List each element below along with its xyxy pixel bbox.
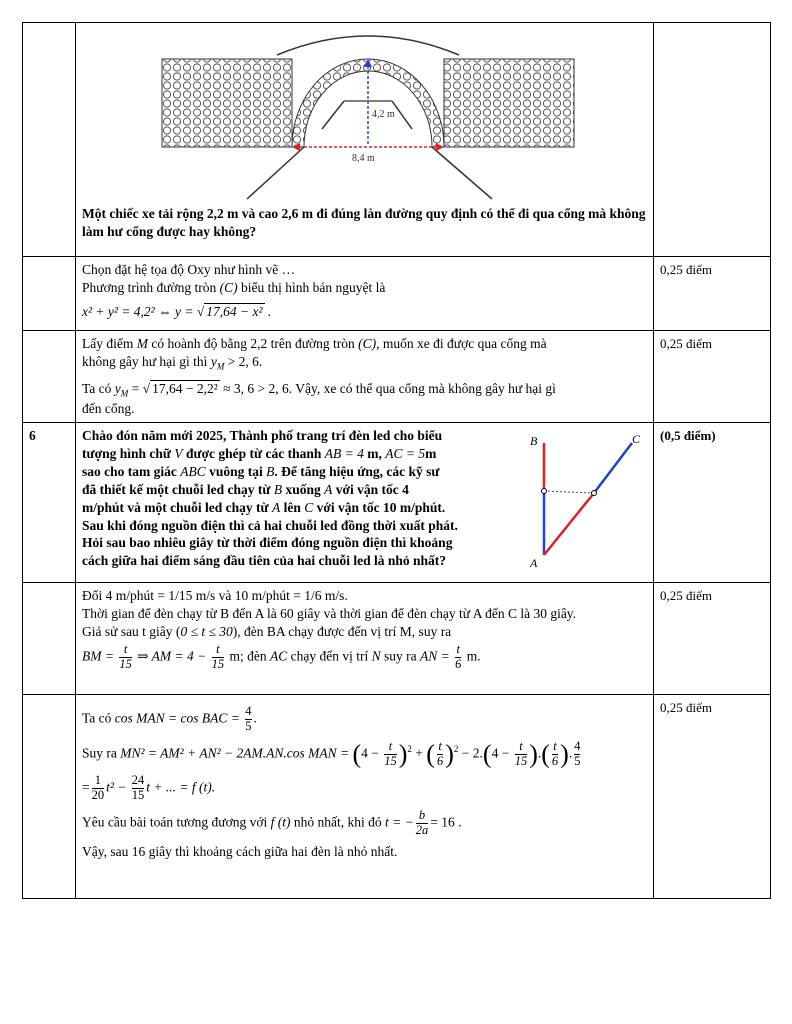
score-cell: (0,5 điểm): [654, 423, 771, 583]
answer-table: [22, 22, 771, 899]
table-row: [23, 695, 771, 899]
solution-line: đến cổng.: [82, 401, 135, 417]
problem-number: 6: [23, 423, 76, 583]
solution-line: Thời gian để đèn chạy từ B đến A là 60 giây và thời gian để đèn chạy từ A đến C là 30 giây.: [82, 606, 577, 622]
table-row: [23, 257, 771, 331]
brick-wall-right: [444, 59, 574, 147]
solution-line: BM = $\frac{t}{15}$ ⇒ AM = 4 − $\frac{t}{15}$ m; đèn AC chạy đến vị trí N suy ra AN = $\frac{t}{6}$ m.: [82, 641, 481, 671]
v-shape-figure: [524, 429, 644, 577]
score-cell: 0,25 điểm: [654, 695, 771, 899]
outer-arch-line: [277, 36, 459, 55]
problem-text: Chào đón năm mới 2025, Thành phố trang trí đèn led cho biểu tượng hình chữ V được ghép từ các thanh AB = 4 m, AC = 5m sao cho tam giác ABC vuông tại B. Để tăng hiệu ứng, các kỹ sư đã thiết kế một chuỗi led chạy từ B xuống A với vận tốc 4 m/phút và một chuỗi led chạy từ A lên C với vận tốc 10 m/phút. Sau khi đóng nguồn điện thì cả hai chuỗi led đồng thời xuất phát. Hỏi sau bao nhiêu giây từ thời điểm đóng nguồn điện thì khoảng cách giữa hai điểm sáng đầu tiên của hai chuỗi led là nhỏ nhất?: [82, 428, 458, 569]
road-left: [247, 147, 304, 199]
truck-right-edge: [392, 101, 412, 129]
score-cell: [654, 23, 771, 257]
solution-line: Lấy điểm M có hoành độ bằng 2,2 trên đường tròn (C), muốn xe đi được qua cổng mà: [82, 336, 547, 352]
solution-line: không gây hư hại gì thì $y_M > 2$, 6.: [82, 354, 263, 372]
solution-line: = $\frac{1}{20}$ t² − $\frac{24}{15}$ t + ... = f (t).: [82, 773, 216, 803]
score-cell: 0,25 điểm: [654, 257, 771, 331]
distance-mn: [544, 491, 594, 493]
content-cell: [76, 423, 654, 583]
red-bar-ac-lower: [544, 493, 594, 555]
solution-line: Đổi 4 m/phút = 1/15 m/s và 10 m/phút = 1/6 m/s.: [82, 588, 348, 604]
table-row: [23, 423, 771, 583]
point-n: [592, 491, 597, 496]
content-cell: [76, 331, 654, 423]
label-b: B: [530, 434, 538, 449]
number-cell: [23, 23, 76, 257]
circle-equation: x² + y² = 4,2² ⇔ y = √ 17,64 − x² .: [82, 303, 272, 319]
label-a: A: [530, 556, 538, 571]
brick-wall-left: [162, 59, 292, 147]
content-cell: [76, 257, 654, 331]
width-label: 8,4 m: [352, 153, 375, 164]
table-row: [23, 583, 771, 695]
blue-bar-ac-upper: [594, 443, 632, 493]
tunnel-figure: [82, 27, 648, 205]
number-cell: [23, 331, 76, 423]
table-row: [23, 331, 771, 423]
score-cell: 0,25 điểm: [654, 583, 771, 695]
solution-line: Chọn đặt hệ tọa độ Oxy như hình vẽ …: [82, 262, 296, 277]
truck-left-edge: [322, 101, 344, 129]
content-cell: [76, 583, 654, 695]
label-c: C: [632, 432, 641, 447]
number-cell: [23, 695, 76, 899]
table-row: [23, 23, 771, 257]
score-cell: 0,25 điểm: [654, 331, 771, 423]
solution-line: Yêu cầu bài toán tương đương với f (t) nhỏ nhất, khi đó t = − $\frac{b}{2a}$ = 16 .: [82, 807, 462, 837]
solution-line: Phương trình đường tròn (C) biểu thị hình bán nguyệt là: [82, 279, 386, 295]
solution-line: Vậy, sau 16 giây thì khoảng cách giữa hai đèn là nhỏ nhất.: [82, 844, 398, 860]
road-right: [432, 147, 492, 199]
question-text: Một chiếc xe tải rộng 2,2 m và cao 2,6 m đi đúng làn đường quy định có thể đi qua cổng mà không làm hư cổng được hay không?: [82, 206, 646, 239]
number-cell: [23, 257, 76, 331]
content-cell: [76, 695, 654, 899]
solution-line: Giả sử sau t giây (0 ≤ t ≤ 30), đèn BA chạy được đến vị trí M, suy ra: [82, 624, 452, 640]
point-m: [542, 489, 547, 494]
height-label: 4,2 m: [372, 109, 395, 120]
number-cell: [23, 583, 76, 695]
solution-line: Ta có $y_M$ = √ 17,64 − 2,2² ≈ 3, 6 > 2, 6. Vậy, xe có thể qua cổng mà không gây hư hại gì: [82, 380, 556, 399]
solution-line: Suy ra MN² = AM² + AN² − 2AM.AN.cos MAN = (4 − $\frac{t}{15}$ )$^2$ + ( $\frac{t}{6}$ )$^2$ − 2.(4 − $\frac{t}{15}$ ).( $\frac{t}{6}$ ). $\frac{4}{5}$: [82, 738, 581, 769]
solution-line: Ta có cos MAN = cos BAC = $\frac{4}{5}$ .: [82, 704, 257, 734]
content-cell: [76, 23, 654, 257]
